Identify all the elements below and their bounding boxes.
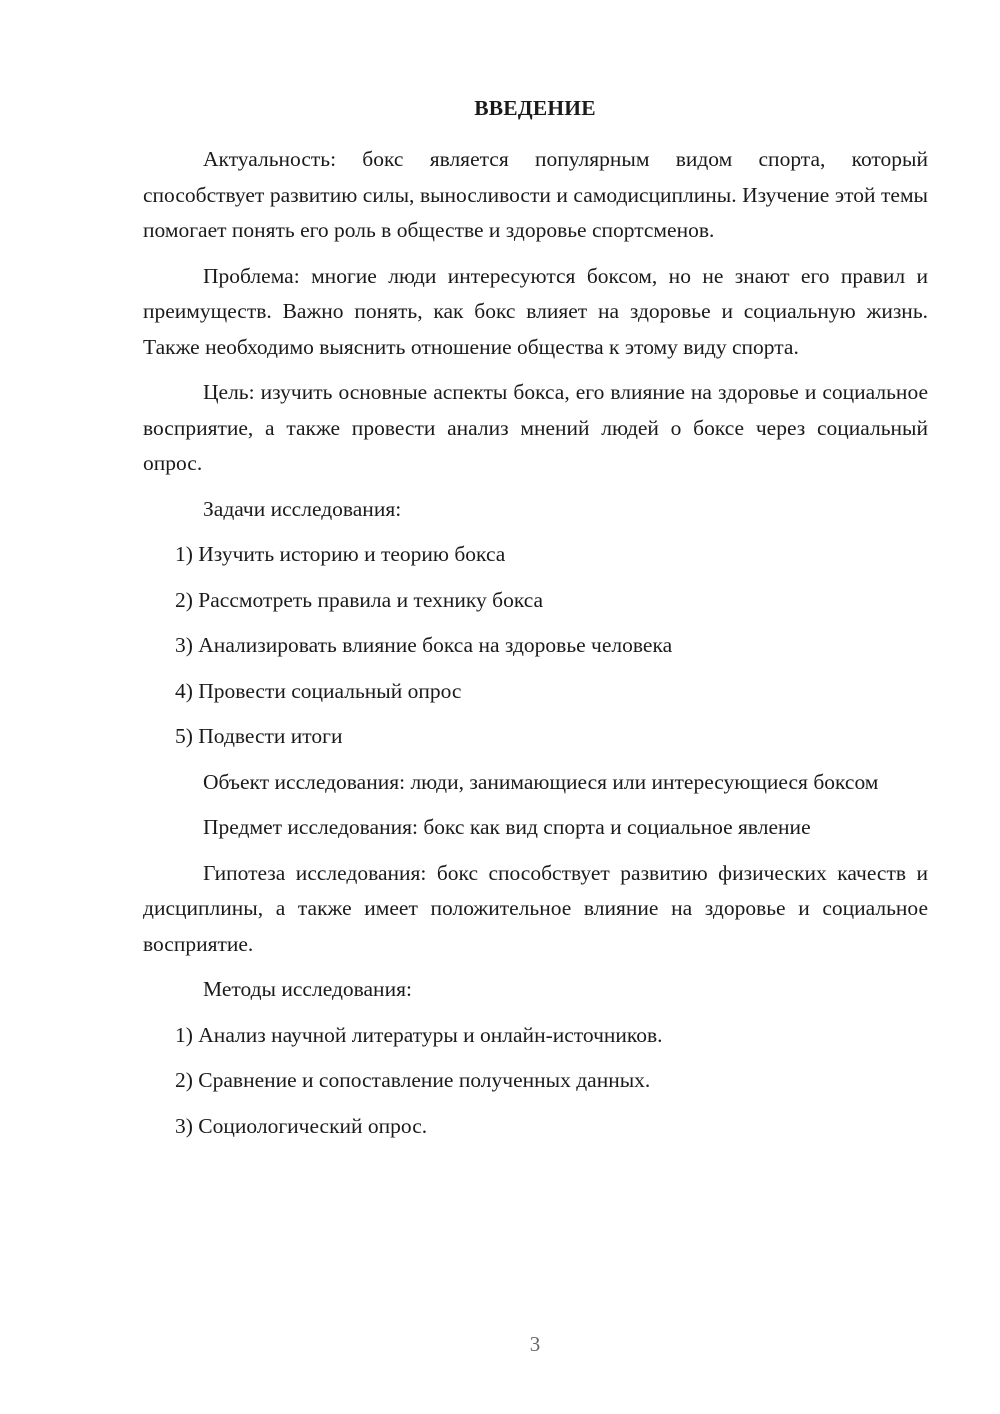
task-item: 1) Изучить историю и теорию бокса — [175, 542, 506, 566]
paragraph-hypothesis: Гипотеза исследования: бокс способствует развитию физических качеств и дисциплины, а также имеет положительное влияние на здоровье и социальное восприятие. — [143, 860, 928, 956]
method-item: 2) Сравнение и сопоставление полученных данных. — [175, 1068, 651, 1092]
task-item: 5) Подвести итоги — [175, 724, 343, 748]
task-item: 2) Рассмотреть правила и технику бокса — [175, 587, 544, 612]
paragraph-subject: Предмет исследования: бокс как вид спорта и социальное явление — [203, 815, 811, 839]
paragraph-object: Объект исследования: люди, занимающиеся или интересующиеся боксом — [203, 769, 879, 794]
task-item: 3) Анализировать влияние бокса на здоровье человека — [175, 633, 673, 657]
methods-heading: Методы исследования: — [203, 977, 412, 1001]
method-item: 3) Социологический опрос. — [175, 1113, 428, 1138]
tasks-heading: Задачи исследования: — [203, 496, 402, 521]
paragraph-problem: Проблема: многие люди интересуются боксом, но не знают его правил и преимуществ. Важно понять, как бокс влияет на здоровье и социальную жизнь. Также необходимо выяснить отношение общества к этому виду спорта. — [143, 263, 928, 359]
paragraph-relevance: Актуальность: бокс является популярным видом спорта, который способствует развитию силы, выносливости и самодисциплины. Изучение этой темы помогает понять его роль в обществе и здоровье спортсменов. — [143, 147, 928, 242]
paragraph-goal: Цель: изучить основные аспекты бокса, его влияние на здоровье и социальное восприятие, а также провести анализ мнений людей о боксе через социальный опрос. — [143, 380, 928, 475]
method-item: 1) Анализ научной литературы и онлайн-источников. — [175, 1022, 663, 1047]
page-number: 3 — [529, 1332, 541, 1356]
section-title: ВВЕДЕНИЕ — [474, 96, 596, 120]
task-item: 4) Провести социальный опрос — [175, 678, 462, 703]
document-body — [143, 142, 928, 1154]
